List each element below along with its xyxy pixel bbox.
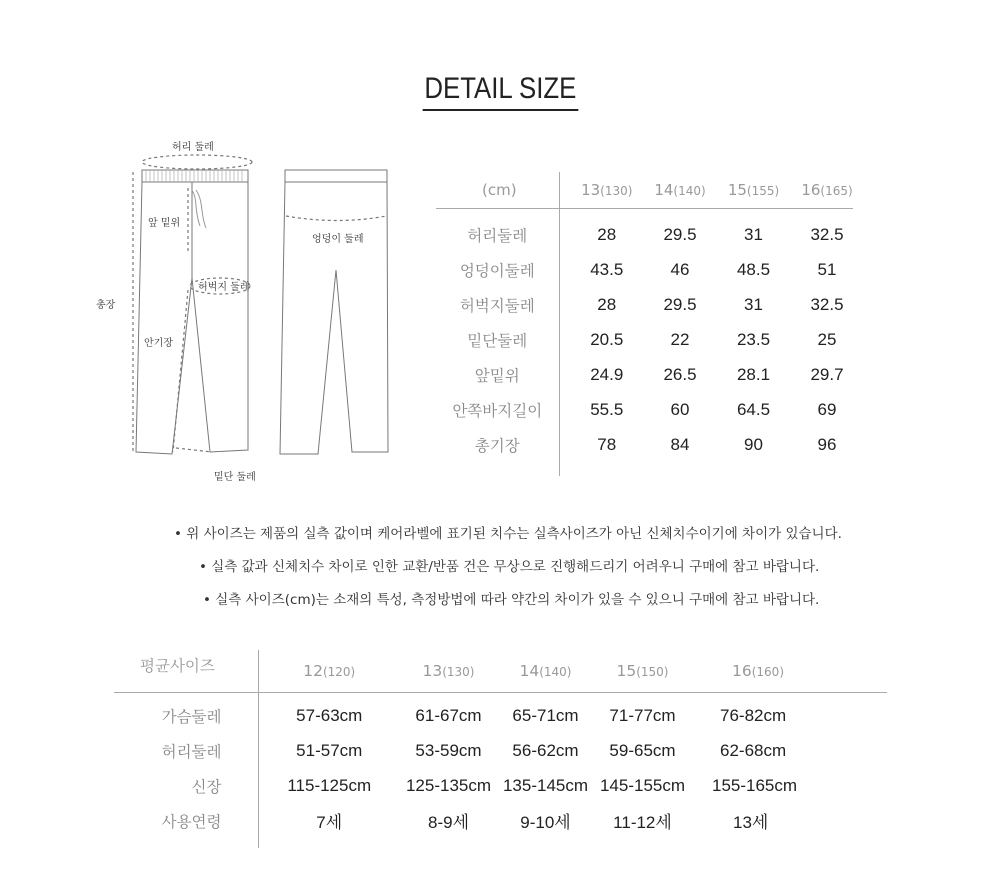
table-row <box>436 322 853 357</box>
table-cell: 96 <box>817 434 837 454</box>
inseam-label: 안기장 <box>144 338 173 349</box>
table-cell: 20.5 <box>590 329 624 349</box>
table-cell: 32.5 <box>810 294 844 314</box>
row-label: 허리둘레 <box>436 217 559 252</box>
average-header-row <box>114 650 887 693</box>
table-cell: 28.1 <box>736 364 771 384</box>
hem-label: 밑단 둘레 <box>214 472 256 483</box>
pants-illustration <box>80 130 420 490</box>
table-row <box>436 392 853 427</box>
table-cell: 25 <box>817 329 837 349</box>
table-cell: 13세 <box>733 813 769 832</box>
table-cell: 31 <box>744 294 763 314</box>
row-label: 엉덩이둘레 <box>436 252 559 287</box>
table-cell: 26.5 <box>663 364 697 384</box>
size-column-header: 16(160) <box>691 650 887 693</box>
table-cell: 71-77cm <box>609 705 676 725</box>
size-column-header: 13(130) <box>400 650 497 693</box>
hip-label: 엉덩이 둘레 <box>312 234 364 245</box>
table-cell: 115-125cm <box>287 775 372 795</box>
table-row <box>436 427 853 462</box>
table-row <box>114 733 887 768</box>
table-cell: 7세 <box>316 813 343 832</box>
row-label: 사용연령 <box>114 803 258 838</box>
size-column-header: 13(130) <box>559 172 654 209</box>
row-label: 밑단둘레 <box>436 322 559 357</box>
table-cell: 28 <box>597 294 617 314</box>
total-length-label: 총장 <box>96 300 116 311</box>
table-cell: 29.5 <box>663 294 697 314</box>
table-row <box>436 252 853 287</box>
size-column-header: 15(150) <box>594 650 691 693</box>
table-cell: 57-63cm <box>296 705 363 725</box>
table-cell: 65-71cm <box>512 705 579 725</box>
table-cell: 62-68cm <box>720 740 787 760</box>
row-label: 안쪽바지길이 <box>436 392 559 427</box>
table-cell: 61-67cm <box>415 705 482 725</box>
row-label: 허리둘레 <box>114 733 258 768</box>
front-rise-label: 앞 밑위 <box>148 218 181 229</box>
waist-label: 허리 둘레 <box>172 142 214 153</box>
note-item: • 실측 값과 신체치수 차이로 인한 교환/반품 건은 무상으로 진행해드리기 어려우니 구매에 참고 바랍니다. <box>199 559 820 575</box>
table-cell: 56-62cm <box>512 740 579 760</box>
table-cell: 9-10세 <box>520 813 571 832</box>
row-label: 앞밑위 <box>436 357 559 392</box>
table-cell: 28 <box>597 224 617 244</box>
page-title: DETAIL SIZE <box>0 72 1000 111</box>
detail-size-table <box>436 172 853 476</box>
table-cell: 29.5 <box>663 224 697 244</box>
note-item: • 위 사이즈는 제품의 실측 값이며 케어라벨에 표기된 치수는 실측사이즈가 아닌 신체치수이기에 차이가 있습니다. <box>174 526 842 542</box>
row-label: 신장 <box>114 768 258 803</box>
table-cell: 43.5 <box>590 259 624 279</box>
size-column-header: 15(155) <box>706 172 801 209</box>
table-cell: 31 <box>744 224 763 244</box>
table-cell: 90 <box>744 434 763 454</box>
table-cell: 48.5 <box>736 259 771 279</box>
row-label: 허벅지둘레 <box>436 287 559 322</box>
detail-header-row <box>436 172 853 209</box>
table-cell: 51-57cm <box>296 740 363 760</box>
size-column-header: 14(140) <box>497 650 594 693</box>
pants-diagram <box>80 130 420 490</box>
table-cell: 84 <box>670 434 690 454</box>
table-row <box>436 357 853 392</box>
size-column-header: 16(165) <box>801 172 853 209</box>
table-row <box>436 287 853 322</box>
table-cell: 53-59cm <box>415 740 482 760</box>
table-cell: 78 <box>597 434 617 454</box>
unit-header: (cm) <box>436 172 559 209</box>
table-cell: 125-135cm <box>405 775 492 795</box>
table-row <box>114 803 887 838</box>
note-item: • 실측 사이즈(cm)는 소재의 특성, 측정방법에 따라 약간의 차이가 있을 수 있으니 구매에 참고 바랍니다. <box>203 592 820 608</box>
row-label: 가슴둘레 <box>114 698 258 733</box>
table-cell: 76-82cm <box>720 705 787 725</box>
table-cell: 64.5 <box>736 399 771 419</box>
table-cell: 59-65cm <box>609 740 676 760</box>
table-cell: 11-12세 <box>613 813 672 832</box>
table-cell: 8-9세 <box>428 813 469 832</box>
table-cell: 135-145cm <box>502 775 589 795</box>
size-column-header: 14(140) <box>654 172 706 209</box>
table-row <box>436 217 853 252</box>
table-cell: 155-165cm <box>712 775 798 795</box>
table-cell: 69 <box>817 399 837 419</box>
table-cell: 51 <box>817 259 837 279</box>
size-column-header: 12(120) <box>258 650 400 693</box>
table-cell: 32.5 <box>810 224 844 244</box>
row-label: 총기장 <box>436 427 559 462</box>
table-cell: 60 <box>670 399 690 419</box>
average-size-table <box>114 650 887 848</box>
table-cell: 55.5 <box>590 399 624 419</box>
table-row <box>114 768 887 803</box>
table-row <box>114 698 887 733</box>
table-cell: 23.5 <box>736 329 771 349</box>
table-cell: 145-155cm <box>599 775 686 795</box>
table-cell: 24.9 <box>590 364 624 384</box>
table-cell: 22 <box>670 329 690 349</box>
thigh-label: 허벅지 둘레 <box>198 282 250 293</box>
table-cell: 29.7 <box>810 364 844 384</box>
table-cell: 46 <box>670 259 690 279</box>
average-size-header: 평균사이즈 <box>114 650 258 693</box>
